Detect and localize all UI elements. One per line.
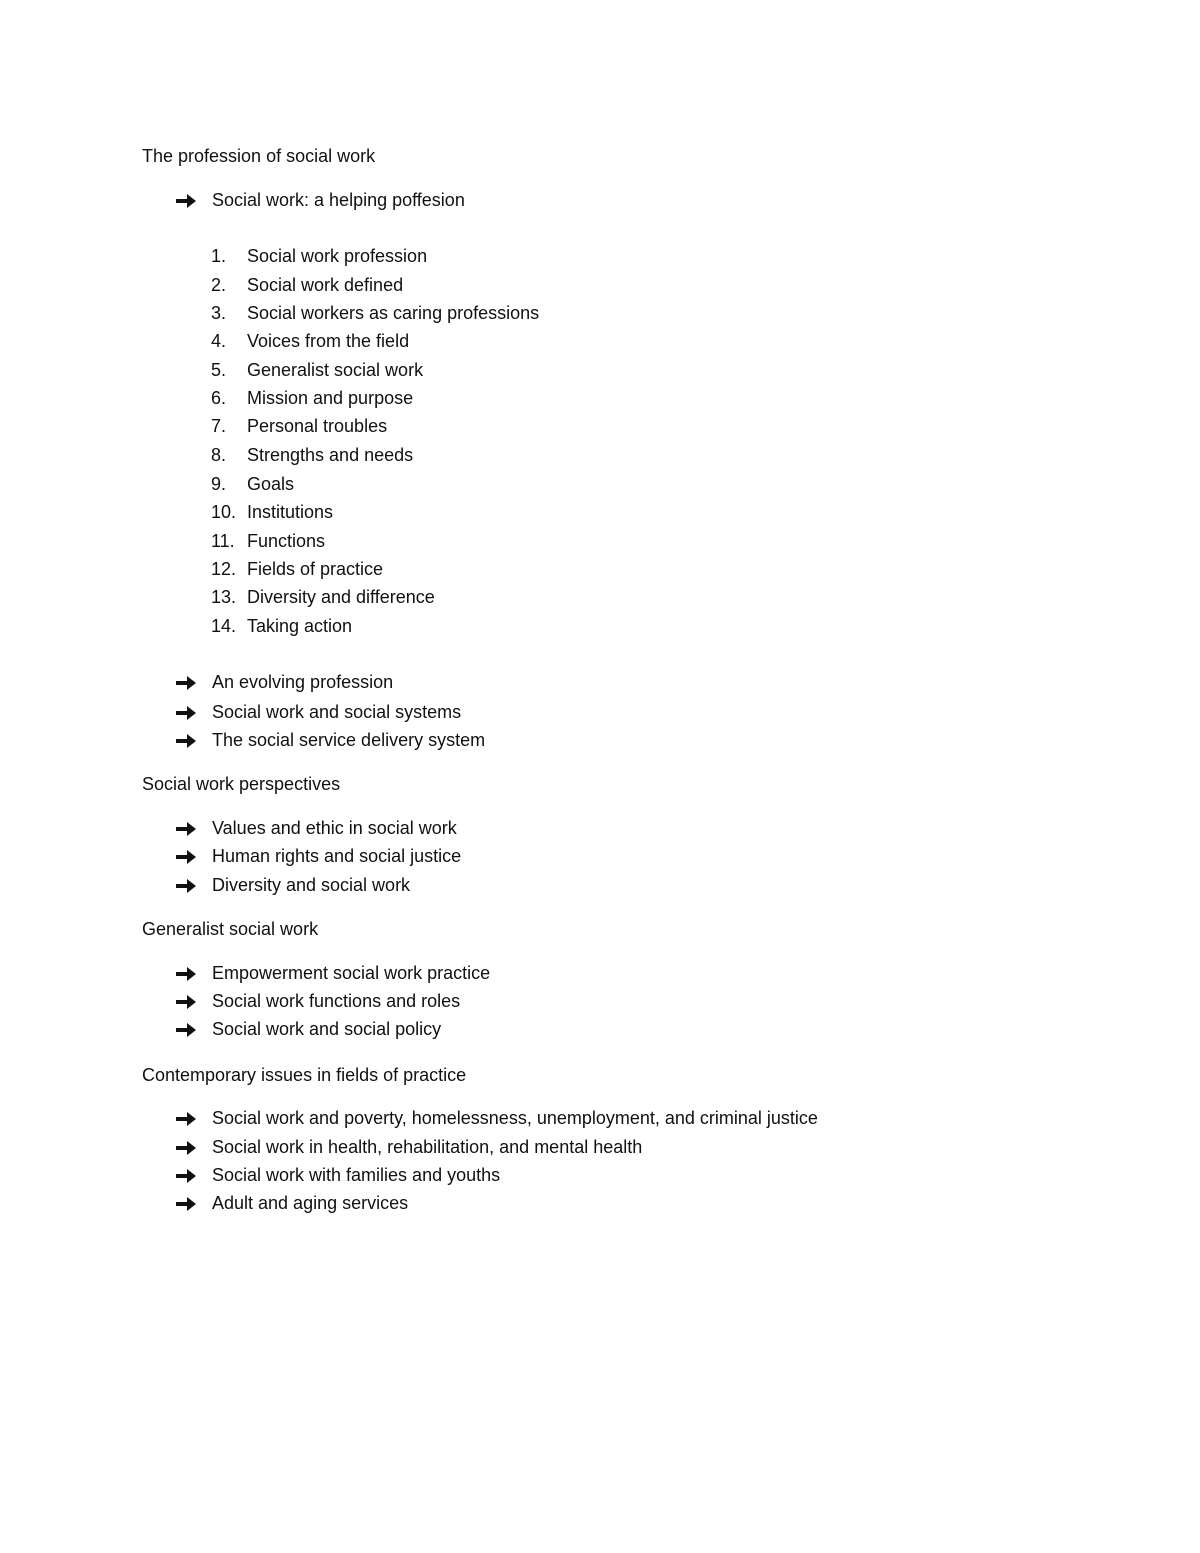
bullet-item	[176, 962, 490, 984]
item-number: 5.	[211, 360, 227, 380]
bullet-item	[176, 701, 461, 723]
right-arrow-icon	[176, 706, 196, 720]
right-arrow-icon	[176, 967, 196, 981]
bullet-item	[176, 1192, 408, 1214]
numbered-item	[0, 359, 800, 381]
bullet-item	[176, 671, 393, 693]
bullet-item	[176, 1164, 500, 1186]
item-text: Social work functions and roles	[212, 991, 461, 1011]
item-number: 11.	[211, 531, 235, 551]
item-text: Fields of practice	[247, 559, 384, 579]
item-text: Strengths and needs	[247, 445, 414, 465]
numbered-item	[0, 415, 800, 437]
numbered-item	[0, 274, 800, 296]
bullet-item	[176, 874, 410, 896]
right-arrow-icon	[176, 822, 196, 836]
item-text: Taking action	[247, 616, 353, 636]
item-number: 9.	[211, 474, 227, 494]
bullet-item	[176, 1136, 642, 1158]
bullet-item	[176, 845, 461, 867]
item-text: Institutions	[247, 502, 334, 522]
numbered-item	[0, 444, 800, 466]
item-text: Goals	[247, 474, 295, 494]
item-number: 4.	[211, 331, 227, 351]
right-arrow-icon	[176, 850, 196, 864]
item-text: Functions	[247, 531, 326, 551]
numbered-item	[0, 302, 800, 324]
right-arrow-icon	[176, 734, 196, 748]
numbered-item	[0, 245, 800, 267]
item-number: 2.	[211, 275, 227, 295]
item-text: Values and ethic in social work	[212, 818, 457, 838]
right-arrow-icon	[176, 194, 196, 208]
bullet-item	[176, 1107, 818, 1129]
item-text: Social work profession	[247, 246, 428, 266]
item-text: Personal troubles	[247, 416, 388, 436]
item-text: Social workers as caring professions	[247, 303, 540, 323]
right-arrow-icon	[176, 995, 196, 1009]
item-number: 8.	[211, 445, 227, 465]
section-heading: The profession of social work	[142, 146, 376, 166]
right-arrow-icon	[176, 879, 196, 893]
item-text: Diversity and social work	[212, 875, 411, 895]
item-number: 12.	[211, 559, 237, 579]
section-heading: Social work perspectives	[142, 774, 341, 794]
numbered-item	[0, 501, 800, 523]
item-text: Social work: a helping poffesion	[212, 190, 465, 210]
item-number: 7.	[211, 416, 227, 436]
bullet-item	[176, 189, 465, 211]
item-number: 14.	[211, 616, 237, 636]
bullet-item	[176, 729, 485, 751]
item-text: Empowerment social work practice	[212, 963, 491, 983]
right-arrow-icon	[176, 1023, 196, 1037]
right-arrow-icon	[176, 1169, 196, 1183]
right-arrow-icon	[176, 1197, 196, 1211]
item-text: Social work and poverty, homelessness, unemployment, and criminal justice	[212, 1108, 818, 1128]
item-text: Human rights and social justice	[212, 846, 462, 866]
item-text: An evolving profession	[212, 672, 394, 692]
item-text: Mission and purpose	[247, 388, 414, 408]
item-number: 6.	[211, 388, 227, 408]
item-text: Social work with families and youths	[212, 1165, 501, 1185]
numbered-item	[0, 530, 800, 552]
bullet-item	[176, 817, 457, 839]
item-number: 3.	[211, 303, 227, 323]
numbered-item	[0, 473, 800, 495]
item-number: 10.	[211, 502, 237, 522]
right-arrow-icon	[176, 676, 196, 690]
item-text: Social work defined	[247, 275, 404, 295]
section-heading: Contemporary issues in fields of practice	[142, 1065, 467, 1085]
numbered-item	[0, 586, 800, 608]
numbered-item	[0, 330, 800, 352]
item-text: Diversity and difference	[247, 587, 435, 607]
item-text: Social work and social policy	[212, 1019, 442, 1039]
numbered-item	[0, 615, 800, 637]
bullet-item	[176, 1018, 441, 1040]
item-text: Voices from the field	[247, 331, 410, 351]
item-number: 13.	[211, 587, 237, 607]
bullet-item	[176, 990, 460, 1012]
right-arrow-icon	[176, 1141, 196, 1155]
item-text: Adult and aging services	[212, 1193, 409, 1213]
numbered-item	[0, 558, 800, 580]
numbered-item	[0, 387, 800, 409]
section-heading: Generalist social work	[142, 919, 319, 939]
item-text: The social service delivery system	[212, 730, 486, 750]
item-text: Social work and social systems	[212, 702, 462, 722]
item-text: Generalist social work	[247, 360, 424, 380]
right-arrow-icon	[176, 1112, 196, 1126]
item-number: 1.	[211, 246, 227, 266]
item-text: Social work in health, rehabilitation, and mental health	[212, 1137, 643, 1157]
